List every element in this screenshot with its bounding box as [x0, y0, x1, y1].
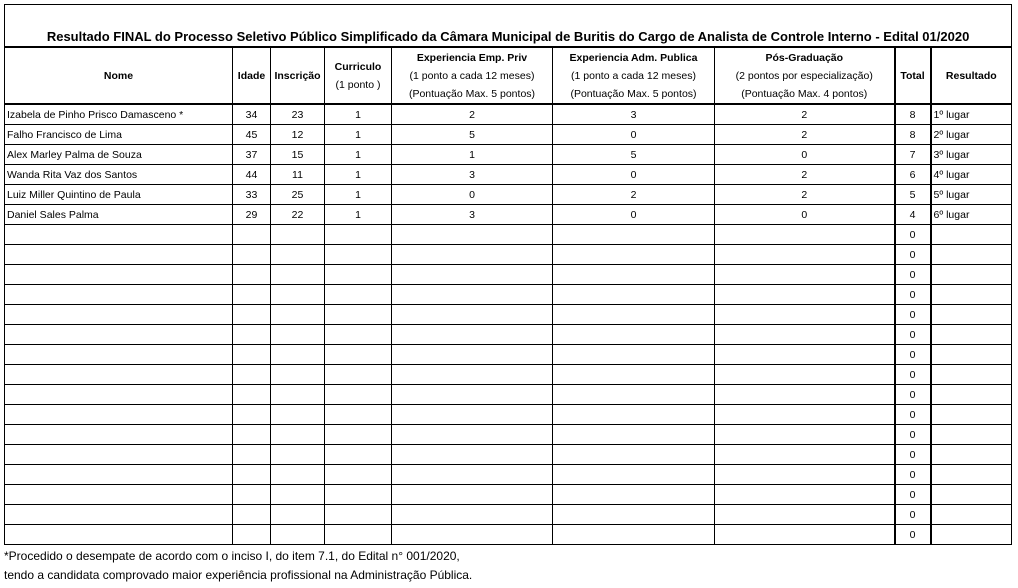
cell-exp-pub — [553, 285, 715, 305]
table-row — [5, 104, 1012, 125]
cell-total: 0 — [895, 285, 931, 305]
cell-inscricao: 11 — [271, 165, 325, 185]
cell-inscricao — [271, 265, 325, 285]
cell-idade — [233, 305, 271, 325]
footnote-line-2: tendo a candidata comprovado maior experiência profissional na Administração Pública. — [4, 568, 473, 582]
header-pos — [715, 47, 895, 104]
cell-inscricao: 12 — [271, 125, 325, 145]
cell-resultado — [931, 445, 1012, 465]
cell-resultado — [931, 305, 1012, 325]
cell-resultado: 6º lugar — [931, 205, 1012, 225]
cell-exp-priv — [392, 345, 553, 365]
cell-exp-priv — [392, 525, 553, 545]
cell-curriculo — [325, 385, 392, 405]
cell-exp-priv — [392, 225, 553, 245]
cell-exp-priv — [392, 385, 553, 405]
cell-total: 0 — [895, 385, 931, 405]
cell-nome — [5, 525, 233, 545]
header-exp-pub-rule: (1 ponto a cada 12 meses) — [571, 69, 696, 82]
cell-total: 0 — [895, 425, 931, 445]
cell-curriculo — [325, 365, 392, 385]
cell-inscricao — [271, 405, 325, 425]
table-row — [5, 325, 1012, 345]
cell-inscricao — [271, 505, 325, 525]
cell-exp-pub — [553, 325, 715, 345]
cell-inscricao — [271, 525, 325, 545]
table-row — [5, 405, 1012, 425]
cell-inscricao — [271, 445, 325, 465]
header-exp-pub-label: Experiencia Adm. Publica — [569, 51, 698, 64]
cell-exp-pub: 0 — [553, 205, 715, 225]
cell-inscricao — [271, 285, 325, 305]
cell-resultado: 3º lugar — [931, 145, 1012, 165]
cell-pos: 2 — [715, 165, 895, 185]
table-row — [5, 265, 1012, 285]
cell-inscricao: 25 — [271, 185, 325, 205]
cell-exp-priv — [392, 505, 553, 525]
header-inscricao: Inscrição — [271, 47, 325, 104]
cell-nome — [5, 405, 233, 425]
cell-exp-pub — [553, 405, 715, 425]
cell-exp-pub — [553, 345, 715, 365]
cell-exp-priv — [392, 285, 553, 305]
header-exp-priv-max: (Pontuação Max. 5 pontos) — [408, 87, 536, 100]
cell-nome — [5, 325, 233, 345]
cell-nome — [5, 305, 233, 325]
cell-curriculo: 1 — [325, 165, 392, 185]
cell-idade: 29 — [233, 205, 271, 225]
cell-pos: 2 — [715, 185, 895, 205]
cell-resultado — [931, 465, 1012, 485]
cell-resultado — [931, 385, 1012, 405]
cell-curriculo — [325, 485, 392, 505]
cell-pos: 0 — [715, 145, 895, 165]
cell-idade — [233, 345, 271, 365]
table-row — [5, 305, 1012, 325]
cell-curriculo: 1 — [325, 205, 392, 225]
cell-exp-pub — [553, 445, 715, 465]
cell-curriculo — [325, 245, 392, 265]
cell-exp-priv — [392, 425, 553, 445]
cell-pos — [715, 465, 895, 485]
cell-inscricao — [271, 345, 325, 365]
cell-curriculo — [325, 265, 392, 285]
cell-resultado — [931, 345, 1012, 365]
cell-resultado — [931, 245, 1012, 265]
cell-resultado — [931, 365, 1012, 385]
cell-exp-pub — [553, 425, 715, 445]
cell-resultado: 5º lugar — [931, 185, 1012, 205]
cell-pos: 0 — [715, 205, 895, 225]
cell-exp-priv — [392, 365, 553, 385]
cell-nome: Alex Marley Palma de Souza — [5, 145, 233, 165]
cell-exp-priv — [392, 305, 553, 325]
table-row — [5, 125, 1012, 145]
table-body — [5, 104, 1012, 545]
cell-pos — [715, 225, 895, 245]
cell-exp-priv — [392, 325, 553, 345]
cell-pos — [715, 305, 895, 325]
cell-nome — [5, 265, 233, 285]
cell-exp-pub — [553, 305, 715, 325]
cell-inscricao — [271, 325, 325, 345]
cell-curriculo — [325, 325, 392, 345]
cell-total: 0 — [895, 405, 931, 425]
table-row — [5, 445, 1012, 465]
cell-exp-pub — [553, 505, 715, 525]
cell-total: 8 — [895, 125, 931, 145]
cell-nome — [5, 425, 233, 445]
header-pos-label: Pós-Graduação — [765, 51, 844, 64]
header-nome: Nome — [5, 47, 233, 104]
cell-inscricao — [271, 425, 325, 445]
cell-nome: Wanda Rita Vaz dos Santos — [5, 165, 233, 185]
cell-exp-pub — [553, 265, 715, 285]
header-exp-pub-max: (Pontuação Max. 5 pontos) — [570, 87, 697, 100]
table-row — [5, 185, 1012, 205]
cell-total: 7 — [895, 145, 931, 165]
cell-exp-priv: 5 — [392, 125, 553, 145]
table-row — [5, 365, 1012, 385]
cell-idade — [233, 405, 271, 425]
cell-exp-priv — [392, 465, 553, 485]
header-pos-rule: (2 pontos por especialização) — [735, 69, 873, 82]
cell-exp-pub: 5 — [553, 145, 715, 165]
cell-resultado — [931, 325, 1012, 345]
cell-total: 4 — [895, 205, 931, 225]
cell-curriculo: 1 — [325, 185, 392, 205]
cell-total: 6 — [895, 165, 931, 185]
cell-exp-pub: 0 — [553, 125, 715, 145]
cell-idade — [233, 505, 271, 525]
cell-pos — [715, 405, 895, 425]
header-exp-pub — [553, 47, 715, 104]
header-curriculo-label: Curriculo — [334, 60, 382, 73]
header-curriculo — [325, 47, 392, 104]
table-row — [5, 345, 1012, 365]
cell-exp-priv: 2 — [392, 104, 553, 125]
table-row — [5, 465, 1012, 485]
cell-total: 0 — [895, 265, 931, 285]
cell-idade — [233, 485, 271, 505]
cell-pos — [715, 485, 895, 505]
cell-pos — [715, 505, 895, 525]
cell-idade — [233, 365, 271, 385]
table-row — [5, 225, 1012, 245]
cell-inscricao — [271, 385, 325, 405]
cell-curriculo — [325, 285, 392, 305]
cell-idade: 34 — [233, 104, 271, 125]
cell-exp-pub: 2 — [553, 185, 715, 205]
cell-idade: 45 — [233, 125, 271, 145]
cell-exp-pub — [553, 385, 715, 405]
cell-curriculo: 1 — [325, 145, 392, 165]
footnote-line-1: *Procedido o desempate de acordo com o inciso I, do item 7.1, do Edital n° 001/2020, — [4, 549, 460, 563]
header-exp-priv — [392, 47, 553, 104]
cell-nome — [5, 285, 233, 305]
cell-idade — [233, 445, 271, 465]
footnote — [4, 547, 472, 585]
cell-exp-pub: 0 — [553, 165, 715, 185]
cell-curriculo — [325, 345, 392, 365]
cell-idade: 33 — [233, 185, 271, 205]
cell-nome — [5, 505, 233, 525]
cell-pos: 2 — [715, 104, 895, 125]
cell-curriculo — [325, 225, 392, 245]
cell-nome: Daniel Sales Palma — [5, 205, 233, 225]
header-resultado: Resultado — [931, 47, 1012, 104]
cell-inscricao — [271, 225, 325, 245]
cell-curriculo — [325, 525, 392, 545]
cell-idade — [233, 465, 271, 485]
table-row — [5, 145, 1012, 165]
cell-curriculo — [325, 425, 392, 445]
cell-inscricao — [271, 465, 325, 485]
cell-exp-pub — [553, 225, 715, 245]
cell-idade — [233, 525, 271, 545]
cell-exp-priv — [392, 485, 553, 505]
cell-curriculo — [325, 445, 392, 465]
cell-nome — [5, 345, 233, 365]
cell-idade — [233, 325, 271, 345]
cell-total: 5 — [895, 185, 931, 205]
cell-resultado — [931, 265, 1012, 285]
cell-inscricao: 23 — [271, 104, 325, 125]
header-exp-priv-label: Experiencia Emp. Priv — [416, 51, 528, 64]
cell-exp-priv: 3 — [392, 205, 553, 225]
cell-nome — [5, 225, 233, 245]
cell-total: 0 — [895, 525, 931, 545]
cell-inscricao — [271, 305, 325, 325]
cell-total: 0 — [895, 245, 931, 265]
table-row — [5, 425, 1012, 445]
results-table — [4, 4, 1012, 545]
cell-idade — [233, 285, 271, 305]
cell-total: 0 — [895, 365, 931, 385]
cell-resultado — [931, 525, 1012, 545]
cell-total: 0 — [895, 445, 931, 465]
cell-nome — [5, 385, 233, 405]
table-row — [5, 285, 1012, 305]
cell-resultado: 4º lugar — [931, 165, 1012, 185]
cell-pos — [715, 325, 895, 345]
cell-exp-priv — [392, 245, 553, 265]
cell-curriculo: 1 — [325, 104, 392, 125]
cell-nome — [5, 485, 233, 505]
cell-inscricao — [271, 485, 325, 505]
header-idade: Idade — [233, 47, 271, 104]
cell-inscricao — [271, 245, 325, 265]
cell-idade — [233, 245, 271, 265]
cell-idade — [233, 425, 271, 445]
cell-resultado — [931, 405, 1012, 425]
cell-curriculo — [325, 305, 392, 325]
table-row — [5, 165, 1012, 185]
table-row — [5, 485, 1012, 505]
cell-resultado: 1º lugar — [931, 104, 1012, 125]
cell-resultado — [931, 425, 1012, 445]
cell-total: 0 — [895, 325, 931, 345]
cell-pos — [715, 525, 895, 545]
header-exp-priv-rule: (1 ponto a cada 12 meses) — [409, 69, 535, 82]
cell-curriculo: 1 — [325, 125, 392, 145]
cell-total: 0 — [895, 305, 931, 325]
cell-curriculo — [325, 505, 392, 525]
table-row — [5, 205, 1012, 225]
cell-resultado: 2º lugar — [931, 125, 1012, 145]
cell-idade — [233, 225, 271, 245]
cell-pos — [715, 345, 895, 365]
table-row — [5, 525, 1012, 545]
cell-nome — [5, 465, 233, 485]
cell-total: 0 — [895, 225, 931, 245]
cell-exp-pub: 3 — [553, 104, 715, 125]
cell-inscricao — [271, 365, 325, 385]
cell-nome — [5, 365, 233, 385]
cell-pos — [715, 365, 895, 385]
cell-nome: Izabela de Pinho Prisco Damasceno * — [5, 104, 233, 125]
cell-resultado — [931, 225, 1012, 245]
cell-curriculo — [325, 405, 392, 425]
cell-exp-pub — [553, 465, 715, 485]
cell-idade: 44 — [233, 165, 271, 185]
table-row — [5, 245, 1012, 265]
header-curriculo-rule: (1 ponto ) — [335, 78, 381, 91]
cell-resultado — [931, 485, 1012, 505]
cell-exp-priv: 0 — [392, 185, 553, 205]
cell-total: 0 — [895, 465, 931, 485]
cell-pos — [715, 445, 895, 465]
cell-pos — [715, 385, 895, 405]
cell-exp-priv: 3 — [392, 165, 553, 185]
cell-pos — [715, 245, 895, 265]
cell-total: 0 — [895, 345, 931, 365]
cell-pos: 2 — [715, 125, 895, 145]
cell-curriculo — [325, 465, 392, 485]
cell-idade: 37 — [233, 145, 271, 165]
cell-exp-priv — [392, 405, 553, 425]
cell-pos — [715, 285, 895, 305]
cell-total: 0 — [895, 485, 931, 505]
cell-exp-priv — [392, 265, 553, 285]
table-row — [5, 505, 1012, 525]
cell-exp-priv — [392, 445, 553, 465]
cell-total: 8 — [895, 104, 931, 125]
cell-nome — [5, 245, 233, 265]
cell-idade — [233, 265, 271, 285]
cell-nome: Falho Francisco de Lima — [5, 125, 233, 145]
cell-idade — [233, 385, 271, 405]
cell-inscricao: 15 — [271, 145, 325, 165]
header-pos-max: (Pontuação Max. 4 pontos) — [741, 87, 868, 100]
cell-inscricao: 22 — [271, 205, 325, 225]
cell-exp-pub — [553, 525, 715, 545]
table-title: Resultado FINAL do Processo Seletivo Público Simplificado da Câmara Municipal de Buritis do Cargo de Analista de Controle Interno - Edital 01/2020 — [5, 5, 1012, 48]
cell-exp-pub — [553, 485, 715, 505]
cell-exp-pub — [553, 365, 715, 385]
cell-resultado — [931, 505, 1012, 525]
cell-pos — [715, 425, 895, 445]
header-total: Total — [895, 47, 931, 104]
cell-exp-pub — [553, 245, 715, 265]
cell-resultado — [931, 285, 1012, 305]
cell-nome — [5, 445, 233, 465]
cell-exp-priv: 1 — [392, 145, 553, 165]
table-row — [5, 385, 1012, 405]
cell-nome: Luiz Miller Quintino de Paula — [5, 185, 233, 205]
cell-pos — [715, 265, 895, 285]
cell-total: 0 — [895, 505, 931, 525]
